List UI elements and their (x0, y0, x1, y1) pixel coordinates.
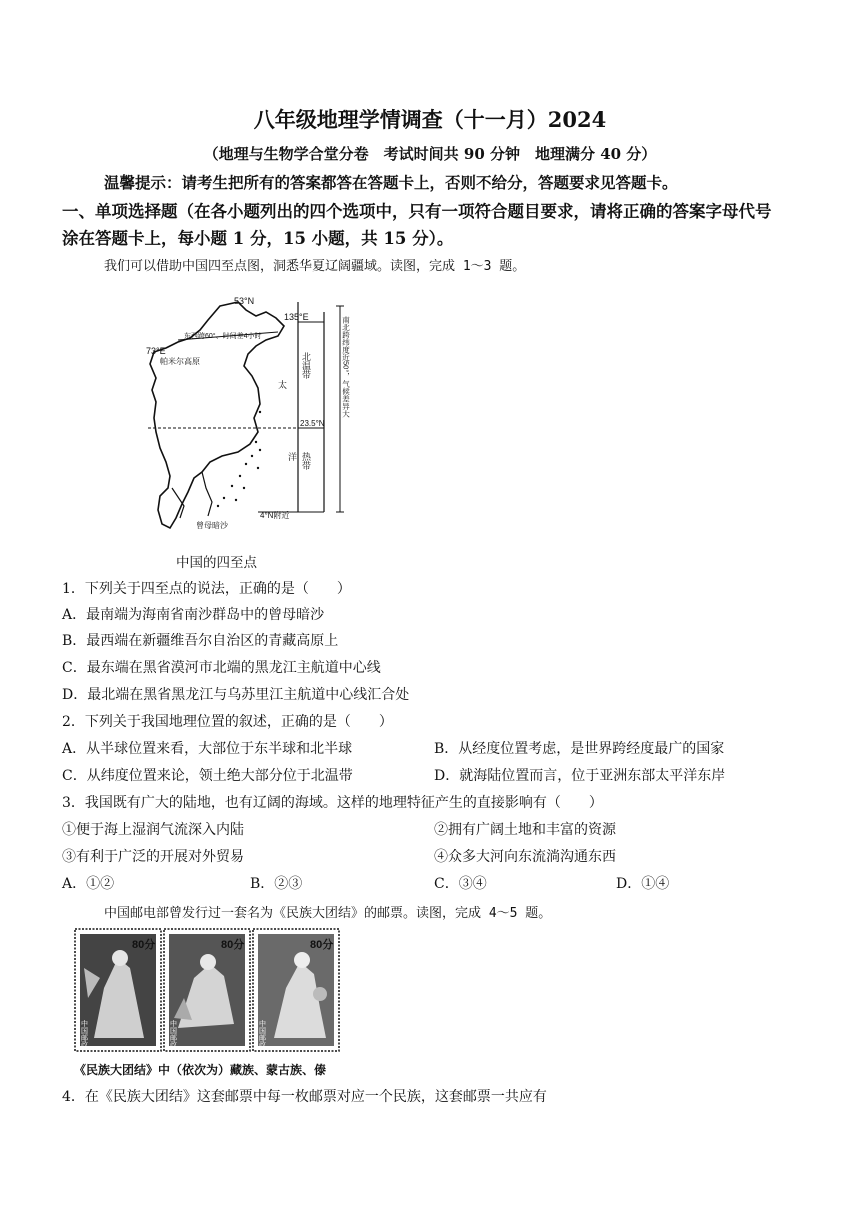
china-extreme-points-map (148, 292, 360, 538)
q3-option-b: B．②③ (250, 876, 303, 892)
q1-option-a: A．最南端为海南省南沙群岛中的曾母暗沙 (62, 607, 325, 623)
south-place-label: 曾母暗沙 (196, 521, 228, 530)
q3-option-d: D．①④ (616, 876, 670, 892)
west-label: 73°E (146, 346, 166, 356)
intro-q1-3: 我们可以借助中国四至点图，洞悉华夏辽阔疆域。读图，完成 1～3 题。 (104, 259, 526, 274)
ocean-label-2: 洋 (288, 452, 298, 462)
ocean-label-1: 太 (278, 380, 288, 390)
q2-option-b: B．从经度位置考虑，是世界跨经度最广的国家 (434, 741, 725, 757)
q2-option-c: C．从纬度位置来论，领土绝大部分位于北温带 (62, 768, 353, 784)
page-title: 八年级地理学情调查（十一月）2024 (253, 107, 607, 132)
q3-statement-4: ④众多大河向东流淌沟通东西 (434, 849, 616, 865)
stamp-country-2: 中国邮政 (169, 1020, 177, 1048)
q3-stem: 3．我国既有广大的陆地，也有辽阔的海域。这样的地理特征产生的直接影响有（ ） (62, 795, 603, 811)
q2-stem: 2．下列关于我国地理位置的叙述，正确的是（ ） (62, 714, 393, 730)
section-heading: 一、单项选择题（在各小题列出的四个选项中，只有一项符合题目要求，请将正确的答案字母代号涂在答题卡上，每小题 1 分，15 小题，共 15 分）。 (62, 202, 772, 248)
latitude-span-label: 南北跨纬度近50°，气候差异大 (341, 316, 351, 418)
stamps-image (74, 928, 340, 1052)
northeast-label: 东西跨60°、时间差4小时 (184, 333, 262, 340)
q2-option-d: D．就海陆位置而言，位于亚洲东部太平洋东岸 (434, 768, 726, 784)
stamp-value-1: 80分 (132, 939, 156, 951)
q4-stem: 4．在《民族大团结》这套邮票中每一枚邮票对应一个民族，这套邮票一共应有 (62, 1089, 547, 1105)
q3-option-c: C．③④ (434, 876, 487, 892)
stamp-country-3: 中国邮政 (258, 1020, 266, 1048)
q3-option-a: A．①② (62, 876, 115, 892)
stamp-value-2: 80分 (221, 939, 245, 951)
temperate-zone-label: 北温带 (301, 352, 311, 379)
q1-option-c: C．最东端在黑省漠河市北端的黑龙江主航道中心线 (62, 660, 381, 676)
east-label: 135°E (284, 312, 309, 322)
q2-option-a: A．从半球位置来看，大部位于东半球和北半球 (62, 741, 353, 757)
west-place-label: 帕米尔高原 (160, 357, 200, 366)
north-label: 53°N (234, 296, 255, 306)
tropic-label: 23.5°N (300, 419, 325, 428)
stamp-value-3: 80分 (310, 939, 334, 951)
q1-option-d: D．最北端在黑省黑龙江与乌苏里江主航道中心线汇合处 (62, 687, 410, 703)
stamps-caption: 《民族大团结》中（依次为）藏族、蒙古族、傣 (74, 1063, 327, 1077)
q1-stem: 1．下列关于四至点的说法，正确的是（ ） (62, 581, 351, 597)
map-caption: 中国的四至点 (176, 555, 257, 571)
exam-info: （地理与生物学合堂分卷 考试时间共 90 分钟 地理满分 40 分） (203, 145, 657, 163)
stamp-country-1: 中国邮政 (80, 1020, 88, 1048)
q3-statement-2: ②拥有广阔土地和丰富的资源 (434, 822, 616, 838)
q3-statement-3: ③有利于广泛的开展对外贸易 (62, 849, 244, 865)
q1-option-b: B．最西端在新疆维吾尔自治区的青藏高原上 (62, 633, 339, 649)
intro-q4-5: 中国邮电部曾发行过一套名为《民族大团结》的邮票。读图，完成 4～5 题。 (104, 906, 552, 921)
tropical-zone-label: 热带 (301, 452, 311, 470)
q3-statement-1: ①便于海上湿润气流深入内陆 (62, 822, 244, 838)
south-label: 4°N附近 (260, 511, 290, 520)
warm-tip: 温馨提示：请考生把所有的答案都答在答题卡上，否则不给分，答题要求见答题卡。 (104, 173, 678, 192)
